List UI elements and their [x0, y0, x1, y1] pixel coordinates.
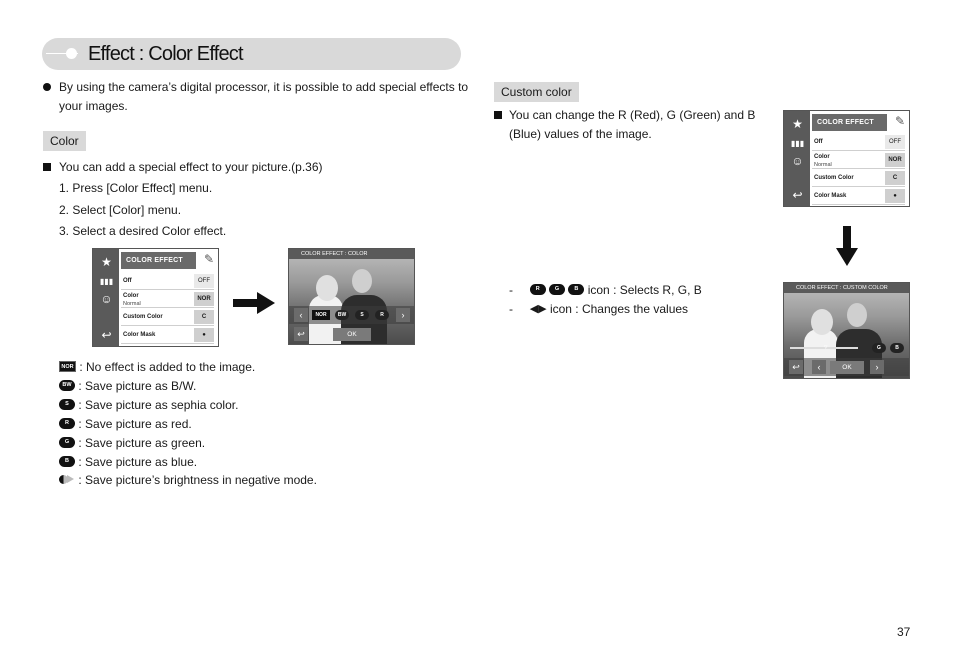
ok-button: OK — [830, 361, 864, 374]
color-step-3: 3. Select a desired Color effect. — [59, 224, 227, 238]
sepia-icon: S — [59, 399, 75, 410]
intro-line-1: By using the camera’s digital processor, it is possible to add special effects to — [59, 80, 469, 94]
bullet-square — [43, 163, 51, 171]
camera-photo-screen-custom — [783, 282, 910, 379]
nav-right-icon: › — [870, 360, 884, 374]
bw-icon: BW — [59, 380, 75, 391]
camera-menu-screen — [92, 248, 219, 347]
ok-button: OK — [333, 328, 371, 341]
back-icon: ↩ — [789, 360, 803, 374]
brush-icon: ✎ — [203, 252, 214, 266]
menu-header: COLOR EFFECT — [812, 114, 887, 131]
negative-icon — [59, 474, 75, 485]
blue-icon: B — [59, 456, 75, 467]
note-rgb-select: - R G B icon : Selects R, G, B — [509, 282, 702, 297]
menu-sidebar — [93, 249, 119, 346]
menu-row-color: Color Normal NOR — [121, 291, 214, 308]
face-icon: ☺ — [791, 154, 804, 168]
bullet-square — [494, 111, 502, 119]
section-label-custom-color: Custom color — [494, 82, 579, 102]
red-icon: R — [530, 284, 546, 295]
menu-sidebar — [784, 111, 810, 206]
menu-header: COLOR EFFECT — [121, 252, 196, 269]
legend-row-negative: : Save picture’s brightness in negative mode. — [59, 472, 317, 487]
custom-bullet-line-1: You can change the R (Red), G (Green) and B — [509, 108, 756, 122]
bw-icon: BW — [335, 310, 349, 320]
menu-row-color-mask: Color Mask ● — [812, 188, 905, 205]
photo-screen-title: COLOR EFFECT : CUSTOM COLOR — [784, 283, 909, 293]
left-right-arrows-icon: ◀▶ — [529, 302, 547, 315]
film-icon: ▮▮▮ — [790, 139, 805, 148]
face-icon: ☺ — [100, 292, 113, 306]
title-decoration-dot — [66, 48, 77, 59]
menu-row-off: Off OFF — [812, 134, 905, 151]
nav-right-icon: › — [396, 308, 410, 322]
back-icon: ↩ — [792, 188, 803, 202]
menu-row-off: Off OFF — [121, 273, 214, 290]
sepia-icon: S — [355, 310, 369, 320]
legend-row-sepia: S : Save picture as sephia color. — [59, 397, 238, 412]
brush-icon: ✎ — [894, 114, 905, 128]
menu-row-color-mask: Color Mask ● — [121, 327, 214, 344]
menu-row-custom-color: Custom Color C — [812, 170, 905, 187]
legend-row-green: G : Save picture as green. — [59, 435, 205, 450]
nav-left-icon: ‹ — [294, 308, 308, 322]
green-icon: G — [549, 284, 565, 295]
slider-marker-icon: ▿ — [824, 344, 828, 351]
effect-star-icon: ★ — [101, 255, 112, 269]
nor-icon: NOR — [312, 310, 330, 320]
bullet-round — [43, 83, 51, 91]
color-bullet-text: You can add a special effect to your picture.(p.36) — [59, 160, 323, 174]
red-icon: R — [59, 418, 75, 429]
arrow-right-icon — [233, 292, 275, 314]
back-icon: ↩ — [294, 327, 308, 341]
page-title: Effect : Color Effect — [88, 43, 243, 65]
blue-icon: B — [890, 343, 904, 353]
nav-left-icon: ‹ — [812, 360, 826, 374]
back-icon: ↩ — [101, 328, 112, 342]
legend-row-nor: NOR : No effect is added to the image. — [59, 359, 255, 374]
page-number: 37 — [897, 625, 911, 639]
camera-menu-screen-custom — [783, 110, 910, 207]
film-icon: ▮▮▮ — [99, 277, 114, 286]
color-step-1: 1. Press [Color Effect] menu. — [59, 181, 213, 195]
color-step-2: 2. Select [Color] menu. — [59, 203, 182, 217]
effect-star-icon: ★ — [792, 117, 803, 131]
legend-row-red: R : Save picture as red. — [59, 416, 192, 431]
green-icon: G — [872, 343, 886, 353]
menu-row-custom-color: Custom Color C — [121, 309, 214, 326]
menu-row-color: Color Normal NOR — [812, 152, 905, 169]
note-change-values: - ◀▶ icon : Changes the values — [509, 301, 689, 316]
blue-icon: B — [568, 284, 584, 295]
green-icon: G — [59, 437, 75, 448]
section-label-color: Color — [43, 131, 86, 151]
arrow-down-icon — [836, 226, 858, 266]
legend-row-bw: BW : Save picture as B/W. — [59, 378, 196, 393]
camera-photo-screen-color — [288, 248, 415, 345]
legend-row-blue: B : Save picture as blue. — [59, 454, 197, 469]
custom-bullet-line-2: (Blue) values of the image. — [509, 127, 652, 141]
intro-line-2: your images. — [59, 99, 128, 113]
photo-screen-title: COLOR EFFECT : COLOR — [289, 249, 414, 259]
nor-icon: NOR — [59, 361, 76, 372]
red-icon: R — [375, 310, 389, 320]
